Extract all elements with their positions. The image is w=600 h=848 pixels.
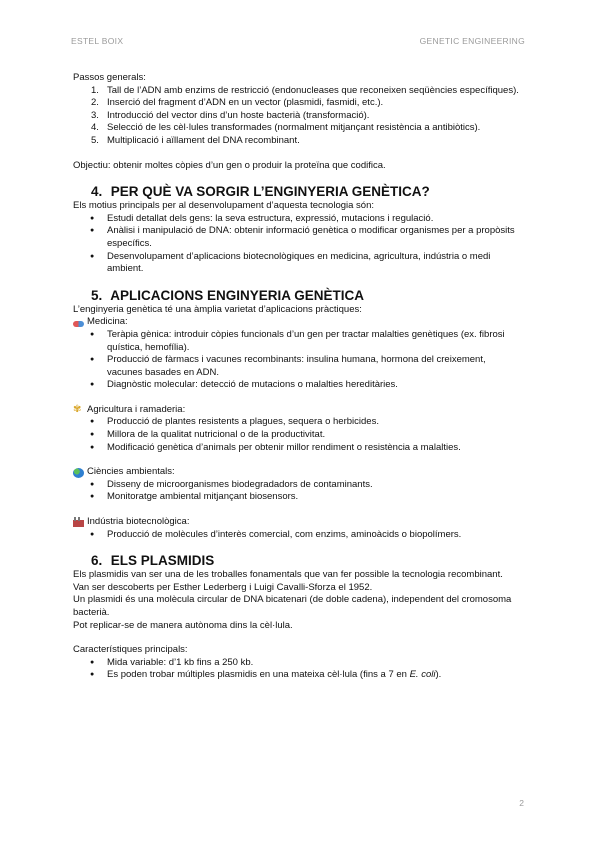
plasmid-paragraph: Van ser descoberts per Esther Lederberg i Luigi Cavalli-Sforza el 1952. bbox=[73, 581, 373, 593]
section-5-intro: L’enginyeria genètica té una àmplia varietat d’aplicacions pràctiques: bbox=[73, 303, 362, 315]
pill-icon bbox=[73, 321, 84, 327]
list-item: ● Desenvolupament d’aplicacions biotecnològiques en medicina, agricultura, indústria o medi ambient. bbox=[73, 251, 523, 276]
header-subject: GENETIC ENGINEERING bbox=[419, 36, 525, 46]
list-item: 5. Multiplicació i aïllament del DNA recombinant. bbox=[91, 134, 300, 146]
list-item: ● Producció de fàrmacs i vacunes recombinants: insulina humana, hormona del creixement, vacunes basades en ADN. bbox=[73, 354, 523, 379]
document-body bbox=[73, 72, 523, 682]
list-item: ● Monitoratge ambiental mitjançant biosensors. bbox=[73, 491, 523, 504]
list-item: 3. Introducció del vector dins d’un hoste bacterià (transformació). bbox=[91, 109, 370, 121]
wheat-icon: ✾ bbox=[73, 404, 82, 416]
plasmid-paragraph: Els plasmidis van ser una de les troballes fonamentals que van fer possible la tecnologia recombinant. bbox=[73, 569, 503, 581]
list-item: ● Diagnòstic molecular: detecció de mutacions o malalties hereditàries. bbox=[73, 379, 523, 392]
list-item: ● Estudi detallat dels gens: la seva estructura, expressió, mutacions i regulació. bbox=[73, 213, 523, 226]
industry-list bbox=[73, 529, 523, 542]
medicine-list bbox=[73, 329, 523, 392]
list-item: ● Disseny de microorganismes biodegradadors de contaminants. bbox=[73, 479, 523, 492]
section-5-heading: 5. APLICACIONS ENGINYERIA GENÈTICA bbox=[91, 287, 365, 303]
list-item: ● Millora de la qualitat nutricional o de la productivitat. bbox=[73, 429, 523, 442]
list-item: ● Mida variable: d’1 kb fins a 250 kb. bbox=[73, 657, 523, 670]
steps-list bbox=[73, 85, 523, 148]
category-medicine: Medicina: bbox=[73, 316, 523, 329]
plasmid-paragraph: Un plasmidi és una molècula circular de DNA bicatenari (de doble cadena), independent del cromosoma bacterià. bbox=[73, 594, 512, 618]
agriculture-list bbox=[73, 416, 523, 454]
list-item: ● Anàlisi i manipulació de DNA: obtenir informació genètica o modificar organismes per a propòsits específics. bbox=[73, 225, 523, 250]
section-4-list bbox=[73, 213, 523, 276]
list-item: ● Producció de plantes resistents a plagues, sequera o herbicides. bbox=[73, 416, 523, 429]
section-4-intro: Els motius principals per al desenvolupament d’aquesta tecnologia són: bbox=[73, 200, 375, 212]
list-item: ● Modificació genètica d’animals per obtenir millor rendiment o resistència a malalties. bbox=[73, 442, 523, 455]
section-4-heading: 4. PER QUÈ VA SORGIR L’ENGINYERIA GENÈTICA? bbox=[91, 184, 430, 200]
list-item: ● Producció de molècules d’interès comercial, com enzims, aminoàcids o biopolímers. bbox=[73, 529, 523, 542]
list-item: 4. Selecció de les cèl·lules transformades (normalment mitjançant resistència a antibiòtics). bbox=[91, 122, 481, 134]
plasmid-paragraph: Pot replicar-se de manera autònoma dins la cèl·lula. bbox=[73, 619, 293, 631]
list-item: 2. Inserció del fragment d’ADN en un vector (plasmidi, fasmidi, etc.). bbox=[91, 97, 384, 109]
globe-icon bbox=[73, 468, 84, 478]
list-item: 1. Tall de l’ADN amb enzims de restricció (endonucleases que reconeixen seqüències específiques). bbox=[91, 84, 519, 96]
list-item: ● Es poden trobar múltiples plasmidis en una mateixa cèl·lula (fins a 7 en E. coli). bbox=[73, 669, 523, 682]
environment-list bbox=[73, 479, 523, 504]
steps-title: Passos generals: bbox=[73, 72, 146, 83]
features-title: Característiques principals: bbox=[73, 644, 188, 656]
objective: Objectiu: obtenir moltes còpies d’un gen o produir la proteïna que codifica. bbox=[73, 159, 386, 171]
features-list bbox=[73, 657, 523, 682]
factory-icon bbox=[73, 517, 84, 527]
header-author: ESTEL BOIX bbox=[71, 36, 124, 46]
category-environment: Ciències ambientals: bbox=[73, 466, 523, 479]
category-agriculture: ✾ Agricultura i ramaderia: bbox=[73, 403, 186, 416]
section-6-heading: 6. ELS PLASMIDIS bbox=[91, 553, 215, 569]
category-industry: Indústria biotecnològica: bbox=[73, 516, 523, 529]
page-number: 2 bbox=[519, 798, 524, 808]
list-item: ● Teràpia gènica: introduir còpies funcionals d’un gen per tractar malalties genètiques (ex. fibrosi quística, hemofília). bbox=[73, 329, 523, 354]
